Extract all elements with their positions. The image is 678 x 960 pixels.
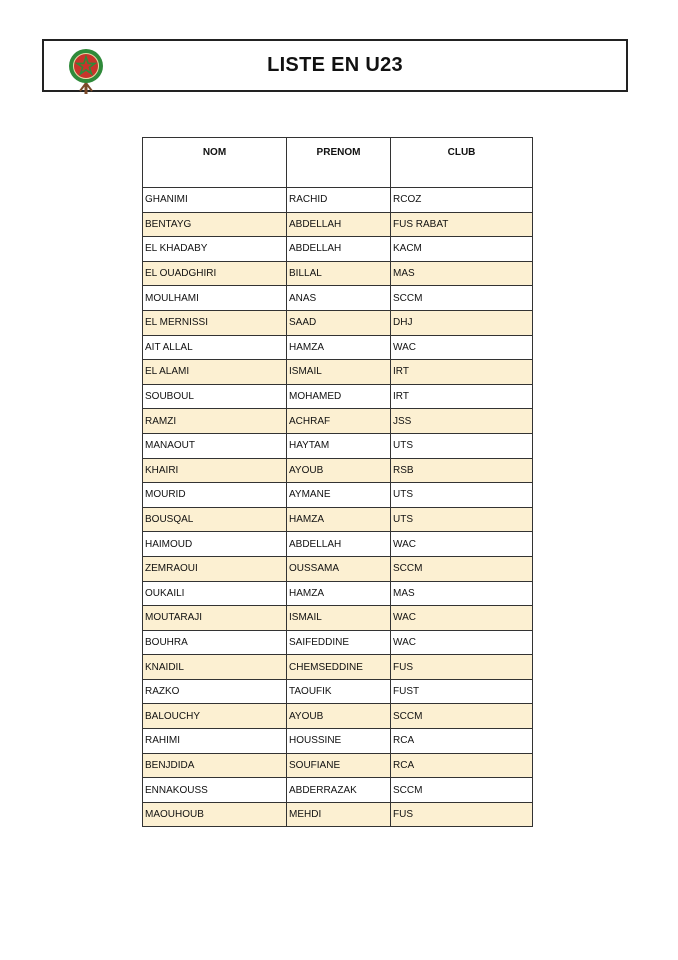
prenom-cell: SAIFEDDINE: [287, 630, 391, 655]
table-row: [143, 679, 533, 704]
prenom-cell: ANAS: [287, 286, 391, 311]
club-cell: IRT: [391, 360, 533, 385]
prenom-cell: ABDELLAH: [287, 212, 391, 237]
nom-cell: GHANIMI: [143, 188, 287, 213]
nom-cell: ZEMRAOUI: [143, 556, 287, 581]
club-cell: SCCM: [391, 778, 533, 803]
prenom-cell: HAMZA: [287, 507, 391, 532]
table-row: [143, 360, 533, 385]
nom-cell: MAOUHOUB: [143, 802, 287, 827]
table-row: [143, 433, 533, 458]
table-row: [143, 458, 533, 483]
table-row: [143, 655, 533, 680]
nom-cell: MANAOUT: [143, 433, 287, 458]
prenom-cell: RACHID: [287, 188, 391, 213]
nom-cell: BENJDIDA: [143, 753, 287, 778]
nom-cell: RAMZI: [143, 409, 287, 434]
nom-cell: EL ALAMI: [143, 360, 287, 385]
prenom-cell: TAOUFIK: [287, 679, 391, 704]
club-cell: MAS: [391, 581, 533, 606]
table-row: [143, 556, 533, 581]
prenom-cell: HAMZA: [287, 581, 391, 606]
nom-cell: OUKAILI: [143, 581, 287, 606]
prenom-cell: HOUSSINE: [287, 729, 391, 754]
prenom-cell: ABDELLAH: [287, 532, 391, 557]
nom-cell: KHAIRI: [143, 458, 287, 483]
table-row: [143, 778, 533, 803]
prenom-cell: SAAD: [287, 310, 391, 335]
club-cell: UTS: [391, 483, 533, 508]
table-row: [143, 212, 533, 237]
club-cell: RCA: [391, 753, 533, 778]
club-cell: DHJ: [391, 310, 533, 335]
club-cell: UTS: [391, 507, 533, 532]
page-title: LISTE EN U23: [267, 54, 403, 76]
nom-cell: MOUTARAJI: [143, 606, 287, 631]
nom-cell: SOUBOUL: [143, 384, 287, 409]
nom-cell: AIT ALLAL: [143, 335, 287, 360]
nom-cell: EL MERNISSI: [143, 310, 287, 335]
club-cell: SCCM: [391, 704, 533, 729]
prenom-cell: ISMAIL: [287, 360, 391, 385]
table-row: [143, 606, 533, 631]
nom-cell: MOULHAMI: [143, 286, 287, 311]
club-cell: JSS: [391, 409, 533, 434]
table-row: [143, 729, 533, 754]
table-row: [143, 237, 533, 262]
club-cell: SCCM: [391, 556, 533, 581]
prenom-cell: BILLAL: [287, 261, 391, 286]
table-row: [143, 261, 533, 286]
nom-cell: KNAIDIL: [143, 655, 287, 680]
table-row: [143, 310, 533, 335]
nom-cell: MOURID: [143, 483, 287, 508]
prenom-cell: CHEMSEDDINE: [287, 655, 391, 680]
club-cell: SCCM: [391, 286, 533, 311]
prenom-cell: HAYTAM: [287, 433, 391, 458]
table-header-row: [143, 138, 533, 188]
prenom-cell: ABDELLAH: [287, 237, 391, 262]
table-row: [143, 188, 533, 213]
table-row: [143, 753, 533, 778]
column-header-nom: NOM: [143, 138, 287, 188]
header-box: [42, 39, 628, 92]
player-list-table: [142, 137, 533, 827]
prenom-cell: MOHAMED: [287, 384, 391, 409]
prenom-cell: SOUFIANE: [287, 753, 391, 778]
prenom-cell: OUSSAMA: [287, 556, 391, 581]
column-header-prenom: PRENOM: [287, 138, 391, 188]
club-cell: WAC: [391, 335, 533, 360]
club-cell: KACM: [391, 237, 533, 262]
table-row: [143, 483, 533, 508]
table-row: [143, 581, 533, 606]
prenom-cell: AYOUB: [287, 458, 391, 483]
nom-cell: BALOUCHY: [143, 704, 287, 729]
table-row: [143, 704, 533, 729]
column-header-club: CLUB: [391, 138, 533, 188]
table-body: [143, 188, 533, 827]
club-cell: FUST: [391, 679, 533, 704]
table-row: [143, 335, 533, 360]
nom-cell: RAZKO: [143, 679, 287, 704]
prenom-cell: ISMAIL: [287, 606, 391, 631]
club-cell: WAC: [391, 532, 533, 557]
table-row: [143, 630, 533, 655]
table-row: [143, 507, 533, 532]
nom-cell: BOUHRA: [143, 630, 287, 655]
club-cell: IRT: [391, 384, 533, 409]
prenom-cell: HAMZA: [287, 335, 391, 360]
nom-cell: EL OUADGHIRI: [143, 261, 287, 286]
nom-cell: RAHIMI: [143, 729, 287, 754]
club-cell: FUS: [391, 655, 533, 680]
prenom-cell: MEHDI: [287, 802, 391, 827]
club-cell: MAS: [391, 261, 533, 286]
prenom-cell: AYMANE: [287, 483, 391, 508]
club-cell: FUS RABAT: [391, 212, 533, 237]
club-cell: RCA: [391, 729, 533, 754]
nom-cell: EL KHADABY: [143, 237, 287, 262]
table-row: [143, 384, 533, 409]
table-row: [143, 802, 533, 827]
club-cell: UTS: [391, 433, 533, 458]
club-cell: RSB: [391, 458, 533, 483]
prenom-cell: ACHRAF: [287, 409, 391, 434]
nom-cell: BOUSQAL: [143, 507, 287, 532]
club-cell: RCOZ: [391, 188, 533, 213]
table-row: [143, 409, 533, 434]
prenom-cell: ABDERRAZAK: [287, 778, 391, 803]
table-row: [143, 532, 533, 557]
nom-cell: ENNAKOUSS: [143, 778, 287, 803]
nom-cell: HAIMOUD: [143, 532, 287, 557]
nom-cell: BENTAYG: [143, 212, 287, 237]
table-row: [143, 286, 533, 311]
club-cell: WAC: [391, 606, 533, 631]
prenom-cell: AYOUB: [287, 704, 391, 729]
club-cell: FUS: [391, 802, 533, 827]
club-cell: WAC: [391, 630, 533, 655]
